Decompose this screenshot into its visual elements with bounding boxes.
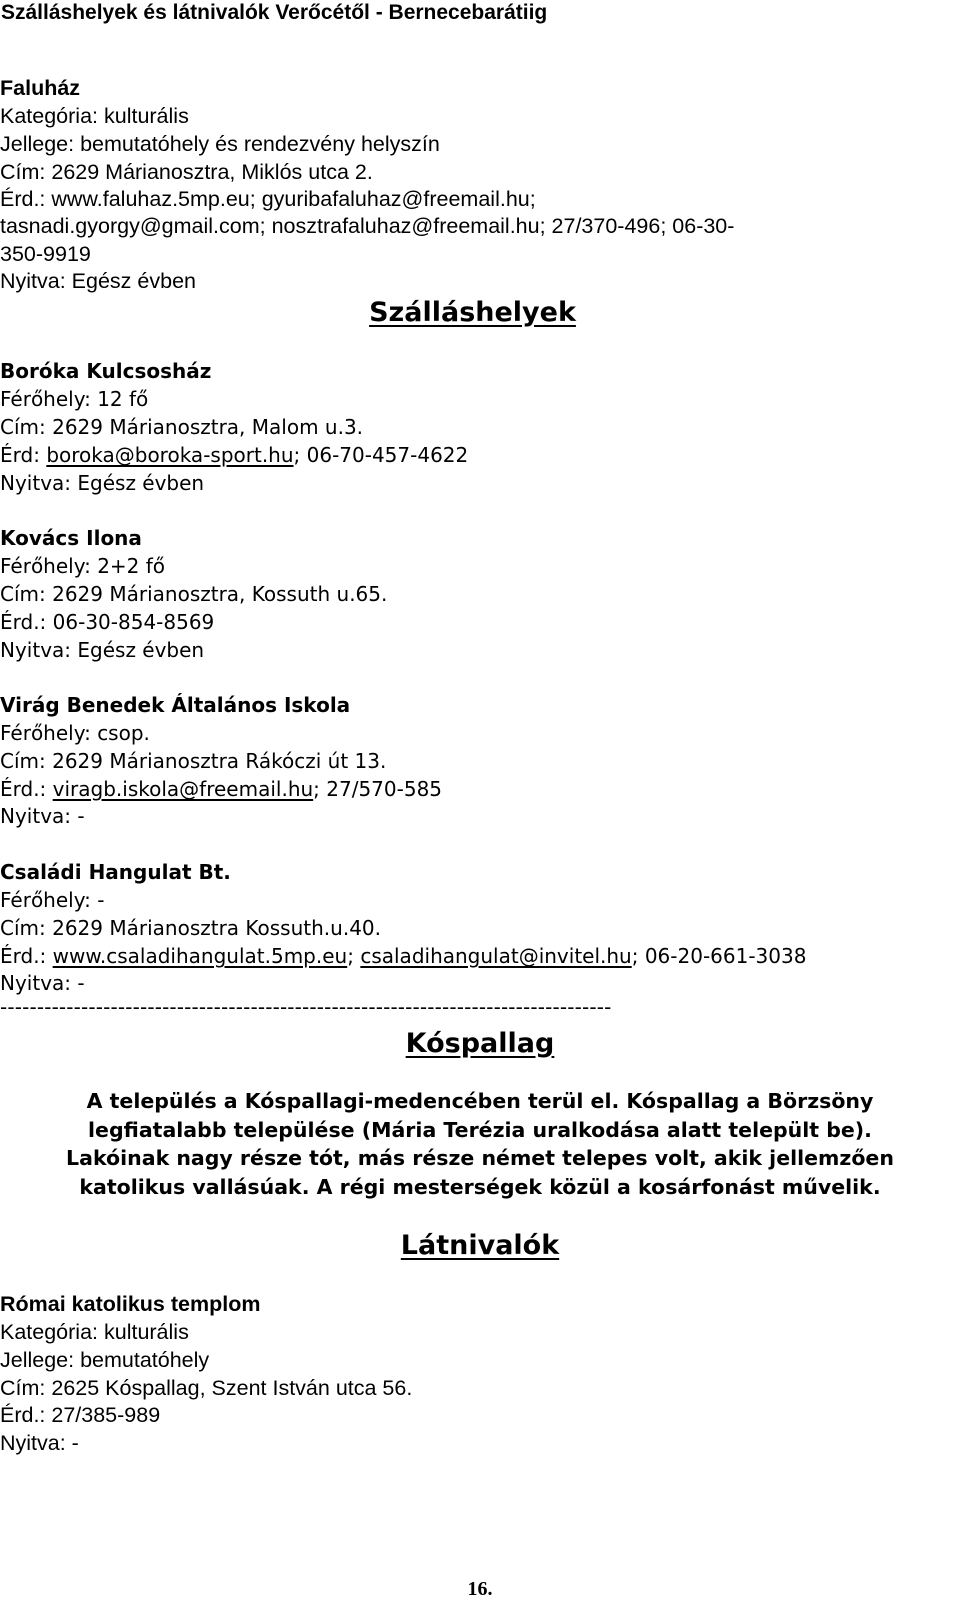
csaladi-email-link[interactable]: csaladihangulat@invitel.hu	[360, 944, 632, 968]
virag-nyitva: Nyitva: -	[0, 804, 85, 828]
csaladi-erd	[0, 942, 806, 970]
boroka-ferohely: Férőhely: 12 fő	[0, 387, 149, 411]
virag-name: Virág Benedek Általános Iskola	[0, 693, 351, 717]
virag-erd-prefix: Érd.:	[0, 777, 53, 801]
templom-name: Római katolikus templom	[0, 1292, 261, 1316]
templom-cim: Cím: 2625 Kóspallag, Szent István utca 56.	[0, 1376, 413, 1400]
page-header: Szálláshelyek és látnivalók Verőcétől - Bernecebarátiig	[1, 1, 548, 24]
boroka-erd-suffix: ; 06-70-457-4622	[293, 443, 469, 467]
faluhaz-erd-line-2: tasnadi.gyorgy@gmail.com; nosztrafaluhaz@freemail.hu; 27/370-496; 06-30-	[0, 214, 735, 238]
kovacs-erd: Érd.: 06-30-854-8569	[0, 610, 215, 634]
faluhaz-erd-line-3: 350-9919	[0, 242, 91, 266]
templom-kategoria: Kategória: kulturális	[0, 1320, 189, 1344]
section-title-latnivalok: Látnivalók	[400, 1230, 560, 1261]
faluhaz-name: Faluház	[0, 76, 81, 100]
virag-erd-suffix: ; 27/570-585	[313, 777, 443, 801]
intro-line-2: legfiatalabb települése (Mária Terézia uralkodása alatt települt be).	[88, 1117, 872, 1142]
csaladi-ferohely: Férőhely: -	[0, 888, 105, 912]
kovacs-cim: Cím: 2629 Márianosztra, Kossuth u.65.	[0, 582, 388, 606]
boroka-nyitva: Nyitva: Egész évben	[0, 471, 205, 495]
csaladi-web-link[interactable]: www.csaladihangulat.5mp.eu	[52, 944, 348, 968]
csaladi-erd-suffix: ; 06-20-661-3038	[631, 944, 807, 968]
boroka-erd-prefix: Érd:	[0, 443, 47, 467]
templom-jellege: Jellege: bemutatóhely	[0, 1348, 210, 1372]
boroka-email-link[interactable]: boroka@boroka-sport.hu	[46, 443, 294, 467]
faluhaz-cim: Cím: 2629 Márianosztra, Miklós utca 2.	[0, 160, 373, 184]
boroka-name: Boróka Kulcsosház	[0, 359, 212, 383]
csaladi-nyitva: Nyitva: -	[0, 971, 85, 995]
csaladi-erd-sep: ;	[347, 944, 361, 968]
templom-nyitva: Nyitva: -	[0, 1431, 79, 1455]
virag-cim: Cím: 2629 Márianosztra Rákóczi út 13.	[0, 749, 387, 773]
boroka-cim: Cím: 2629 Márianosztra, Malom u.3.	[0, 415, 364, 439]
virag-ferohely: Férőhely: csop.	[0, 721, 150, 745]
csaladi-cim: Cím: 2629 Márianosztra Kossuth.u.40.	[0, 916, 381, 940]
kovacs-name: Kovács Ilona	[0, 526, 142, 550]
virag-erd	[0, 775, 442, 803]
section-title-kospallag: Kóspallag	[405, 1028, 555, 1059]
intro-line-1: A település a Kóspallagi-medencében terül el. Kóspallag a Börzsöny	[86, 1089, 874, 1113]
boroka-erd	[0, 441, 468, 469]
faluhaz-kategoria: Kategória: kulturális	[0, 104, 189, 128]
section-title-szallashelyek: Szálláshelyek	[369, 297, 576, 328]
dashed-divider: -----------------------------------------------------------------------------------	[0, 997, 612, 1017]
csaladi-erd-prefix: Érd.:	[0, 944, 53, 968]
kovacs-nyitva: Nyitva: Egész évben	[0, 638, 205, 662]
faluhaz-erd-line-1: Érd.: www.faluhaz.5mp.eu; gyuribafaluhaz@freemail.hu;	[0, 187, 536, 211]
intro-line-4: katolikus vallásúak. A régi mesterségek közül a kosárfonást művelik.	[79, 1174, 881, 1199]
csaladi-name: Családi Hangulat Bt.	[0, 860, 231, 884]
faluhaz-jellege: Jellege: bemutatóhely és rendezvény helyszín	[0, 132, 440, 156]
kospallag-intro	[0, 1087, 960, 1201]
faluhaz-nyitva: Nyitva: Egész évben	[0, 269, 196, 293]
intro-line-3: Lakóinak nagy része tót, más része német telepes volt, akik jellemzően	[66, 1146, 894, 1170]
kovacs-ferohely: Férőhely: 2+2 fő	[0, 554, 166, 578]
templom-erd: Érd.: 27/385-989	[0, 1403, 161, 1427]
page-number: 16.	[467, 1578, 493, 1600]
virag-email-link[interactable]: viragb.iskola@freemail.hu	[52, 777, 314, 801]
